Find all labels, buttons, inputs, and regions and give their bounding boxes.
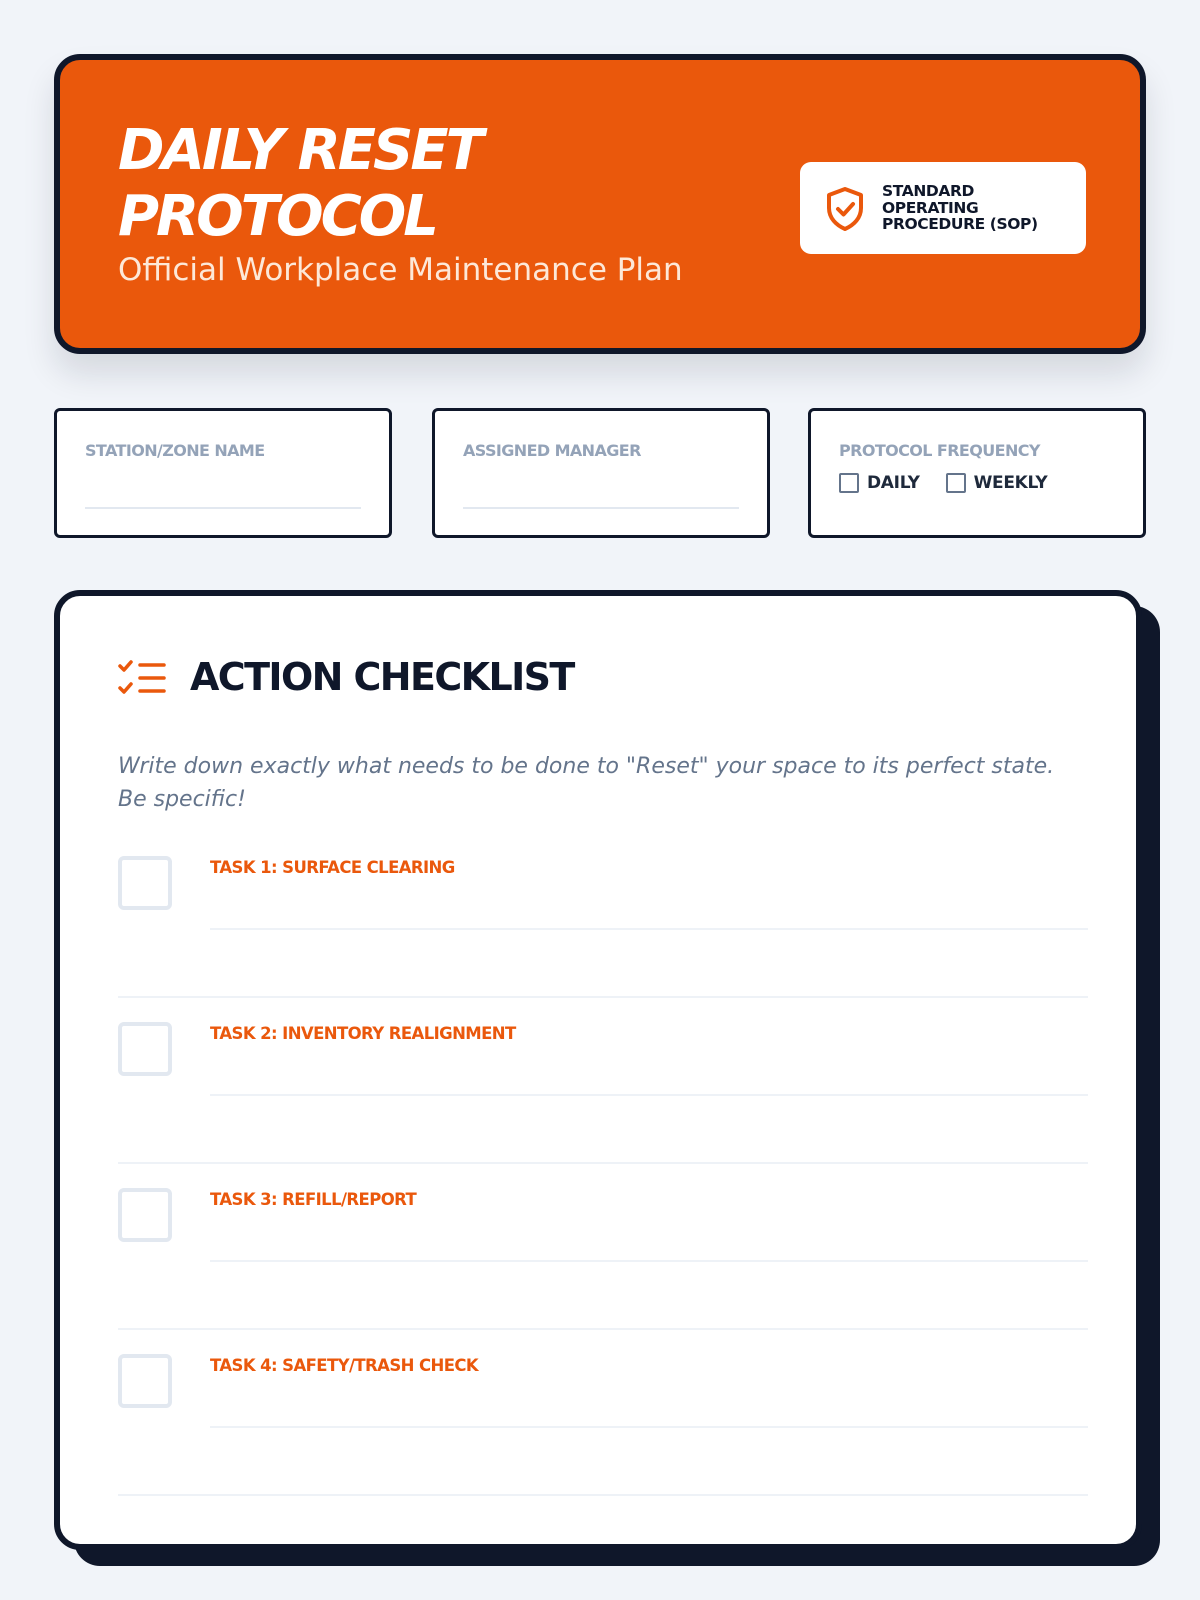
sop-badge-line-2: OPERATING xyxy=(882,198,979,217)
sop-badge-line-1: STANDARD xyxy=(882,182,974,200)
page-subtitle: Official Workplace Maintenance Plan xyxy=(118,252,683,288)
task-1-input-line[interactable] xyxy=(210,928,1088,930)
weekly-checkbox[interactable] xyxy=(946,473,966,493)
task-2-input-line[interactable] xyxy=(210,1094,1088,1096)
shield-check-icon xyxy=(824,186,866,232)
daily-label: DAILY xyxy=(867,473,920,493)
station-zone-field[interactable] xyxy=(85,507,361,509)
protocol-frequency-box xyxy=(808,408,1146,538)
page-title xyxy=(118,118,481,250)
checklist-icon xyxy=(118,658,166,700)
task-2-label: TASK 2: INVENTORY REALIGNMENT xyxy=(210,1024,516,1043)
page-title-line-1: DAILY RESET xyxy=(118,118,481,183)
sop-badge xyxy=(800,162,1086,254)
sop-badge-text xyxy=(882,183,1038,233)
task-row xyxy=(118,998,1088,1164)
station-zone-box xyxy=(54,408,392,538)
task-1-checkbox[interactable] xyxy=(118,856,172,910)
task-row xyxy=(118,1330,1088,1496)
assigned-manager-box xyxy=(432,408,770,538)
assigned-manager-label: ASSIGNED MANAGER xyxy=(463,441,641,460)
frequency-options xyxy=(839,473,1047,493)
task-3-label: TASK 3: REFILL/REPORT xyxy=(210,1190,417,1209)
checklist-card xyxy=(54,590,1142,1550)
task-4-checkbox[interactable] xyxy=(118,1354,172,1408)
station-zone-label: STATION/ZONE NAME xyxy=(85,441,265,460)
task-row xyxy=(118,832,1088,998)
header-banner xyxy=(54,54,1146,354)
assigned-manager-field[interactable] xyxy=(463,507,739,509)
task-3-checkbox[interactable] xyxy=(118,1188,172,1242)
task-1-label: TASK 1: SURFACE CLEARING xyxy=(210,858,455,877)
task-3-input-line[interactable] xyxy=(210,1260,1088,1262)
frequency-option-daily[interactable] xyxy=(839,473,920,493)
task-4-input-line[interactable] xyxy=(210,1426,1088,1428)
task-4-label: TASK 4: SAFETY/TRASH CHECK xyxy=(210,1356,479,1375)
protocol-frequency-label: PROTOCOL FREQUENCY xyxy=(839,441,1040,460)
checklist-title: ACTION CHECKLIST xyxy=(190,655,574,699)
task-2-checkbox[interactable] xyxy=(118,1022,172,1076)
page-title-line-2: PROTOCOL xyxy=(118,184,436,249)
task-row xyxy=(118,1164,1088,1330)
weekly-label: WEEKLY xyxy=(973,473,1048,493)
frequency-option-weekly[interactable] xyxy=(946,473,1048,493)
checklist-description: Write down exactly what needs to be done to "Reset" your space to its perfect state. Be specific! xyxy=(118,754,1055,812)
daily-checkbox[interactable] xyxy=(839,473,859,493)
sop-badge-line-3: PROCEDURE (SOP) xyxy=(882,215,1038,233)
